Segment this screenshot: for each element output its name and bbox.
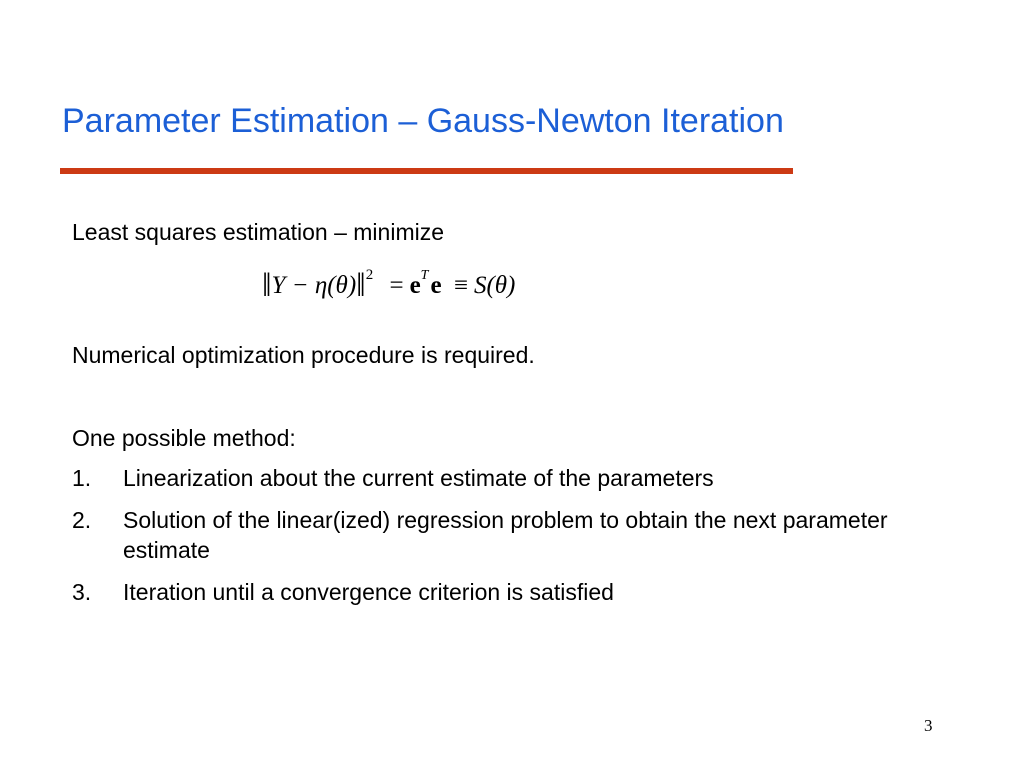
numerical-note: Numerical optimization procedure is required. — [72, 342, 535, 368]
list-number: 3. — [72, 579, 92, 605]
list-number: 1. — [72, 465, 92, 491]
page-number: 3 — [924, 716, 933, 735]
norm-open: ‖ — [262, 267, 272, 304]
least-squares-equation — [262, 268, 515, 303]
list-item — [72, 506, 942, 566]
norm-close: ‖ — [356, 267, 366, 304]
norm-expression: Y − η(θ) — [271, 272, 357, 299]
norm-exponent: 2 — [365, 267, 374, 283]
title-underline — [60, 168, 793, 174]
error-vector-2: e — [430, 272, 442, 299]
equivalence-sign: ≡ — [453, 272, 468, 299]
method-heading: One possible method: — [72, 425, 296, 451]
list-item — [72, 578, 952, 608]
list-text: Solution of the linear(ized) regression problem to obtain the next parameter estimate — [123, 507, 888, 563]
intro-text: Least squares estimation – minimize — [72, 219, 444, 245]
equals-sign: = — [389, 272, 404, 299]
list-text: Iteration until a convergence criterion is satisfied — [123, 579, 614, 605]
list-number: 2. — [72, 507, 92, 533]
objective-function: S(θ) — [473, 272, 516, 299]
error-vector: e — [409, 272, 421, 299]
list-item — [72, 464, 952, 494]
transpose-symbol: T — [420, 268, 429, 283]
list-text: Linearization about the current estimate of the parameters — [123, 465, 714, 491]
slide-title: Parameter Estimation – Gauss-Newton Iteration — [62, 102, 784, 140]
